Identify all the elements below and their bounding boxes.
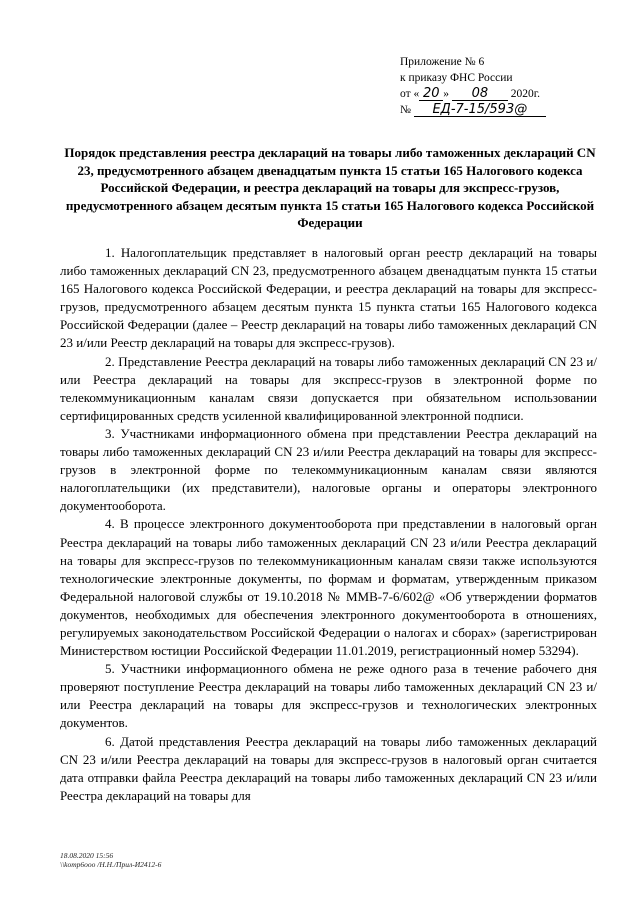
appendix-title: Приложение № 6 <box>400 56 485 68</box>
paragraph-3: 3. Участниками информационного обмена при представлении Реестра деклараций на товары либо таможенных деклараций CN 23 и/или Реестра деклараций на товары для экспресс-грузов в электронной форме по телекоммуникационным каналам связи являются налогоплательщики (их представители), налоговые органы и операторы электронного документооборота. <box>60 425 597 514</box>
date-suffix: г. <box>533 88 541 100</box>
appendix-date-line <box>400 86 620 102</box>
paragraph-5: 5. Участники информационного обмена не реже одного раза в течение рабочего дня проверяют поступление Реестра деклараций на товары либо таможенных деклараций CN 23 и/или Реестра деклараций на товары для экспресс-грузов и технологических электронных документов. <box>60 661 597 731</box>
number-label: № <box>400 104 411 116</box>
paragraph-2: 2. Представление Реестра деклараций на товары либо таможенных деклараций CN 23 и/или Реестра деклараций на товары для экспресс-грузов в электронной форме по телекоммуникационным каналам связи допускается при обязательном использовании сертифицированных средств усиленной квалифицированной электронной подписи. <box>60 353 597 423</box>
footer-timestamp: 18.08.2020 15:56 <box>60 851 114 860</box>
document-body <box>60 244 597 805</box>
appendix-number-line <box>400 102 620 118</box>
order-number: ЕД-7-15/593@ <box>414 103 546 117</box>
date-month: 08 <box>452 87 508 101</box>
appendix-order-ref: к приказу ФНС России <box>400 72 513 84</box>
appendix-block <box>400 54 620 118</box>
paragraph-6: 6. Датой представления Реестра деклараций на товары либо таможенных деклараций CN 23 и/или Реестра деклараций на товары для экспресс-грузов в налоговый орган считается дата отправки файла Реестра деклараций на товары либо таможенных деклараций CN 23 и/или Реестра деклараций на товары для <box>60 733 597 803</box>
date-year: 2020 <box>510 88 534 100</box>
date-day: 20 <box>419 87 443 101</box>
footer-filepath: \\komp6ooo /Н.Н./Прил-И2412-6 <box>60 860 162 869</box>
paragraph-4: 4. В процессе электронного документооборота при представлении в налоговый орган Реестра деклараций на товары либо таможенных деклараций CN 23 и/или Реестра деклараций на товары для экспресс-грузов по телекоммуникационным каналам связи также используются технологические электронные документы, по формам и форматам, утвержденным приказом Федеральной налоговой службы от 19.10.2018 № ММВ-7-6/602@ «Об утверждении форматов документов, необходимых для обеспечения электронного документооборота в отношениях, регулируемых законодательством Российской Федерации о налогах и сборах» (зарегистрирован Министерством юстиции Российской Федерации 11.01.2019, регистрационный номер 53294). <box>60 516 597 659</box>
date-mid: » <box>443 88 449 100</box>
document-title: Порядок представления реестра деклараций на товары либо таможенных деклараций CN 23, предусмотренного абзацем двенадцатым пункта 15 статьи 165 Налогового кодекса Российской Федерации, и реестра деклараций на товары для экспресс-грузов, предусмотренного абзацем десятым пункта 15 статьи 165 Налогового кодекса Российской Федерации <box>64 145 596 231</box>
file-footer <box>60 851 161 869</box>
date-prefix: от « <box>400 88 420 100</box>
paragraph-1: 1. Налогоплательщик представляет в налоговый орган реестр деклараций на товары либо таможенных деклараций CN 23, предусмотренного абзацем двенадцатым пункта 15 статьи 165 Налогового кодекса Российской Федерации, и реестра деклараций на товары для экспресс-грузов, предусмотренного абзацем десятым пункта 15 пункта статьи 165 Налогового кодекса Российской Федерации (далее – Реестр деклараций на товары либо таможенных деклараций CN 23 и/или Реестр деклараций на товары для экспресс-грузов). <box>60 245 597 351</box>
